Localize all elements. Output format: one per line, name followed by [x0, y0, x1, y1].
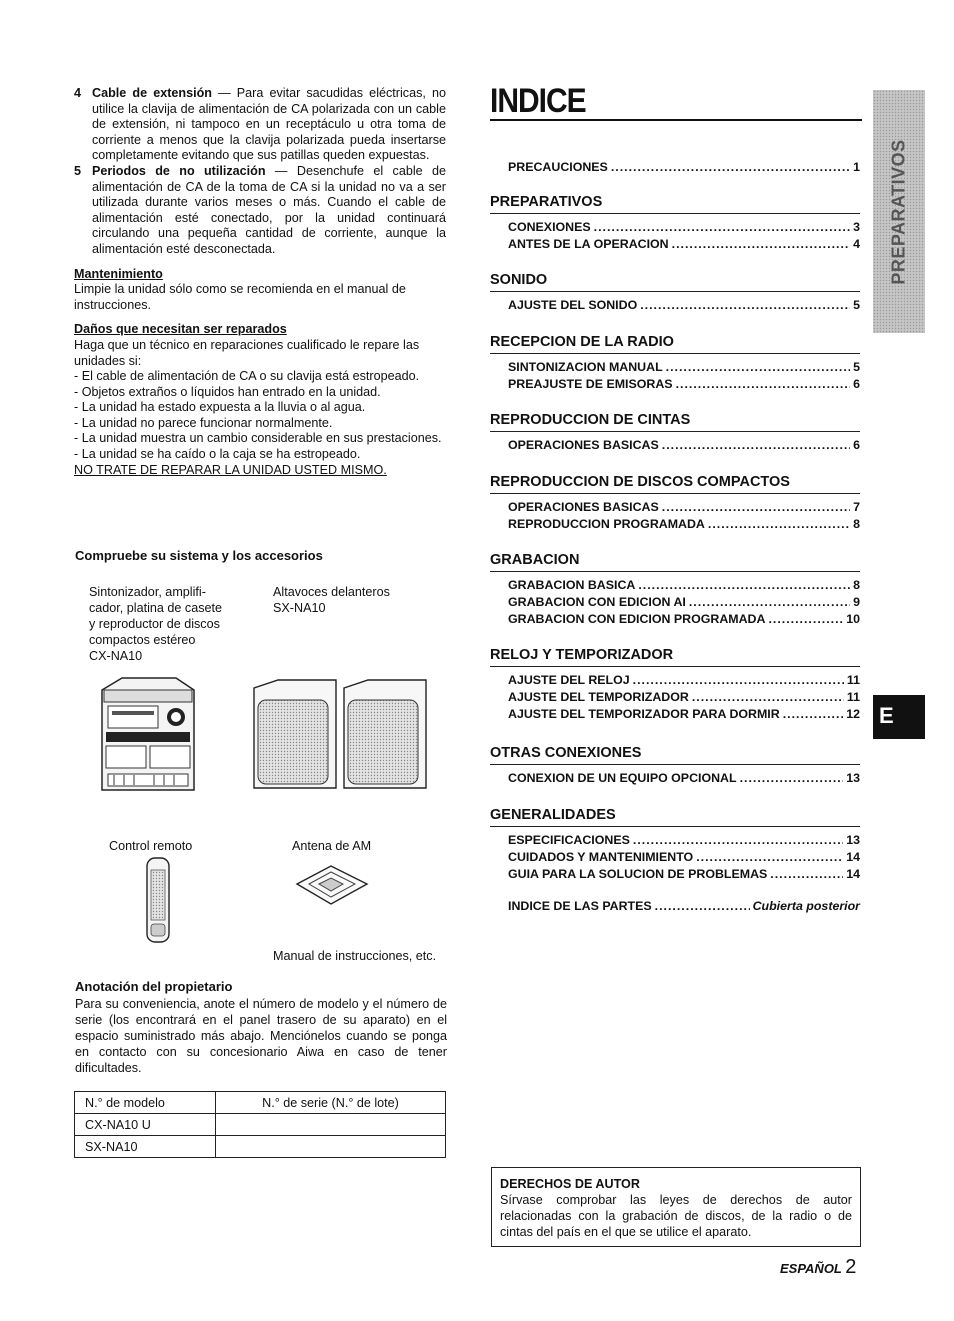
tab-label: E	[879, 703, 894, 728]
index-row	[490, 850, 860, 867]
row-page: 3	[853, 220, 860, 234]
index-section-7	[490, 745, 860, 788]
leader-dots	[640, 298, 850, 312]
index-row	[490, 220, 860, 237]
leader-dots	[672, 237, 850, 251]
leader-dots	[594, 220, 850, 234]
table-cell: CX-NA10 U	[75, 1114, 216, 1136]
left-column	[74, 86, 446, 478]
row-page: 13	[846, 833, 860, 847]
index-row	[490, 833, 860, 850]
row-label: SINTONIZACION MANUAL	[508, 360, 663, 374]
leader-dots	[662, 438, 850, 452]
serial-number-table	[74, 1091, 446, 1158]
copyright-box	[491, 1167, 861, 1247]
index-row	[490, 867, 860, 884]
section-heading: OTRAS CONEXIONES	[490, 745, 860, 765]
section-heading: REPRODUCCION DE DISCOS COMPACTOS	[490, 474, 860, 494]
section-heading: GENERALIDADES	[490, 807, 860, 827]
row-label: AJUSTE DEL SONIDO	[508, 298, 638, 312]
row-page: 9	[853, 595, 860, 609]
leader-dots	[638, 578, 850, 592]
index-row	[490, 160, 860, 177]
row-label: ANTES DE LA OPERACION	[508, 237, 669, 251]
index-section-1	[490, 272, 860, 315]
remote-label: Control remoto	[109, 839, 193, 853]
row-label: CONEXIONES	[508, 220, 591, 234]
row-page: 1	[853, 160, 860, 174]
table-cell	[216, 1136, 446, 1158]
index-row	[490, 377, 860, 394]
accessories-heading: Compruebe su sistema y los accesorios	[75, 548, 323, 563]
item-number: 4	[74, 86, 82, 100]
table-header: N.° de serie (N.° de lote)	[216, 1092, 446, 1114]
index-section-0	[490, 194, 860, 254]
table-row	[75, 1114, 446, 1136]
row-page: 14	[846, 850, 860, 864]
maintenance-text: Limpie la unidad sólo como se recomienda en el manual de instrucciones.	[74, 282, 406, 312]
table-row	[75, 1136, 446, 1158]
row-page: 13	[846, 771, 860, 785]
index-row-precautions	[490, 160, 860, 177]
footer-language: ESPAÑOL	[780, 1261, 842, 1276]
index-row	[490, 612, 860, 629]
table-header: N.° de modelo	[75, 1092, 216, 1114]
system-label: Sintonizador, amplifi- cador, platina de casete y reproductor de discos compactos estéreo CX-NA10	[89, 585, 223, 663]
index-row	[490, 673, 860, 690]
list-item: - La unidad se ha caído o la caja se ha estropeado.	[74, 447, 361, 462]
index-row	[490, 578, 860, 595]
copyright-title: DERECHOS DE AUTOR	[500, 1177, 640, 1191]
row-label: CONEXION DE UN EQUIPO OPCIONAL	[508, 771, 737, 785]
maintenance-heading: Mantenimiento	[74, 266, 163, 281]
table-cell	[216, 1114, 446, 1136]
safety-item-4	[74, 86, 446, 164]
index-section-8	[490, 807, 860, 884]
row-label: GRABACION CON EDICION PROGRAMADA	[508, 612, 766, 626]
row-label: INDICE DE LAS PARTES	[508, 899, 652, 913]
row-label: PRECAUCIONES	[508, 160, 608, 174]
index-section-6	[490, 647, 860, 724]
list-item: - La unidad ha estado expuesta a la lluvia o al agua.	[74, 400, 366, 415]
row-page: 6	[853, 377, 860, 391]
row-label: AJUSTE DEL TEMPORIZADOR	[508, 690, 689, 704]
row-page: 6	[853, 438, 860, 452]
leader-dots	[768, 612, 843, 626]
damage-list	[74, 369, 446, 463]
leader-dots	[662, 500, 850, 514]
page-footer	[780, 1256, 856, 1279]
row-page: 14	[846, 867, 860, 881]
list-item: - La unidad muestra un cambio considerable en sus prestaciones.	[74, 431, 442, 446]
leader-dots	[666, 360, 850, 374]
row-label: PREAJUSTE DE EMISORAS	[508, 377, 673, 391]
row-page: 5	[853, 298, 860, 312]
row-label: CUIDADOS Y MANTENIMIENTO	[508, 850, 694, 864]
repair-warning: NO TRATE DE REPARAR LA UNIDAD USTED MISMO.	[74, 462, 387, 477]
row-page: 10	[846, 612, 860, 626]
leader-dots	[676, 377, 851, 391]
leader-dots	[692, 690, 844, 704]
preparativos-tab	[873, 90, 925, 333]
row-label: GRABACION CON EDICION AI	[508, 595, 686, 609]
row-page: 11	[846, 690, 860, 704]
leader-dots	[783, 707, 844, 721]
owner-text: Para su conveniencia, anote el número de modelo y el número de serie (los encontrará en el panel trasero de su aparato) en el espacio suministrado más abajo. Menciónelos cuando se ponga en contacto con su concesionario Aiwa en caso de tener dificultades.	[75, 997, 447, 1075]
index-section-4	[490, 474, 860, 534]
leader-dots	[696, 850, 843, 864]
row-label: GUIA PARA LA SOLUCION DE PROBLEMAS	[508, 867, 768, 881]
row-page: 11	[846, 673, 860, 687]
index-row	[490, 500, 860, 517]
row-page: 5	[853, 360, 860, 374]
leader-dots	[740, 771, 844, 785]
manual-label: Manual de instrucciones, etc.	[273, 949, 437, 963]
section-heading: REPRODUCCION DE CINTAS	[490, 412, 860, 432]
damage-heading: Daños que necesitan ser reparados	[74, 322, 287, 337]
leader-dots	[611, 160, 850, 174]
index-section-3	[490, 412, 860, 455]
row-label: ESPECIFICACIONES	[508, 833, 630, 847]
item-text: — Desenchufe el cable de alimentación de CA de la toma de CA si la unidad no va a ser utilizada durante varios meses o más. Cuando el cable de alimentación esté conectado, por la unidad continuará circulando una pequeña cantidad de corriente, aunque la alimentación esté desconectada.	[92, 163, 447, 256]
item-number: 5	[74, 163, 82, 178]
row-page: 7	[853, 500, 860, 514]
stereo-unit-illustration	[100, 676, 196, 793]
speakers-label: Altavoces delanteros SX-NA10	[273, 585, 390, 615]
item-title: Periodos de no utilización	[92, 163, 266, 178]
list-item: - La unidad no parece funcionar normalmente.	[74, 415, 333, 430]
row-label: GRABACION BASICA	[508, 578, 636, 592]
index-row	[490, 707, 860, 724]
leader-dots	[689, 595, 850, 609]
table-row	[75, 1092, 446, 1114]
list-item: - Objetos extraños o líquidos han entrado en la unidad.	[74, 384, 381, 399]
item-title: Cable de extensión	[92, 86, 212, 100]
section-heading: SONIDO	[490, 272, 860, 292]
index-section-5	[490, 552, 860, 629]
am-antenna-illustration	[287, 860, 377, 910]
leader-dots	[633, 833, 843, 847]
leader-dots	[655, 899, 750, 913]
section-heading: PREPARATIVOS	[490, 194, 860, 214]
antenna-label: Antena de AM	[292, 839, 372, 853]
damage-intro: Haga que un técnico en reparaciones cualificado le repare las unidades si:	[74, 337, 420, 368]
row-page: 12	[846, 707, 860, 721]
index-row-parts	[490, 899, 860, 916]
row-label: AJUSTE DEL RELOJ	[508, 673, 630, 687]
index-row	[490, 771, 860, 788]
index-row	[490, 595, 860, 612]
row-label: AJUSTE DEL TEMPORIZADOR PARA DORMIR	[508, 707, 780, 721]
row-page: 8	[853, 517, 860, 531]
row-page: 8	[853, 578, 860, 592]
leader-dots	[708, 517, 850, 531]
index-title: INDICE	[490, 82, 586, 120]
section-heading: GRABACION	[490, 552, 860, 572]
tab-label: PREPARATIVOS	[888, 138, 909, 285]
speakers-illustration	[250, 678, 440, 796]
leader-dots	[770, 867, 843, 881]
row-label: OPERACIONES BASICAS	[508, 500, 659, 514]
language-tab	[873, 695, 925, 739]
index-row	[490, 899, 860, 916]
section-heading: RELOJ Y TEMPORIZADOR	[490, 647, 860, 667]
index-row	[490, 298, 860, 315]
page-number: 2	[845, 1256, 857, 1278]
safety-item-5	[74, 164, 446, 258]
list-item: - El cable de alimentación de CA o su clavija está estropeado.	[74, 369, 420, 384]
remote-control-illustration	[143, 856, 173, 944]
row-label: OPERACIONES BASICAS	[508, 438, 659, 452]
row-label: REPRODUCCION PROGRAMADA	[508, 517, 705, 531]
row-page: 4	[853, 237, 860, 251]
item-text: — Para evitar sacudidas eléctricas, no utilice la clavija de alimentación de CA polarizada con un cable de extensión, ni tampoco en un receptáculo u otra toma de corriente a menos que la clavija polarizada pueda insertarse completamente evitando que sus patillas queden expuestas.	[92, 86, 446, 163]
index-row	[490, 237, 860, 254]
table-cell: SX-NA10	[75, 1136, 216, 1158]
owner-heading: Anotación del propietario	[75, 979, 233, 994]
leader-dots	[633, 673, 844, 687]
index-row	[490, 360, 860, 377]
section-heading: RECEPCION DE LA RADIO	[490, 334, 860, 354]
index-row	[490, 690, 860, 707]
title-rule	[490, 119, 862, 121]
index-row	[490, 438, 860, 455]
copyright-text: Sírvase comprobar las leyes de derechos de autor relacionadas con la grabación de discos, de la radio o de cintas del país en el que se utilice el aparato.	[500, 1193, 852, 1239]
row-page: Cubierta posterior	[752, 899, 860, 913]
index-row	[490, 517, 860, 534]
index-section-2	[490, 334, 860, 394]
